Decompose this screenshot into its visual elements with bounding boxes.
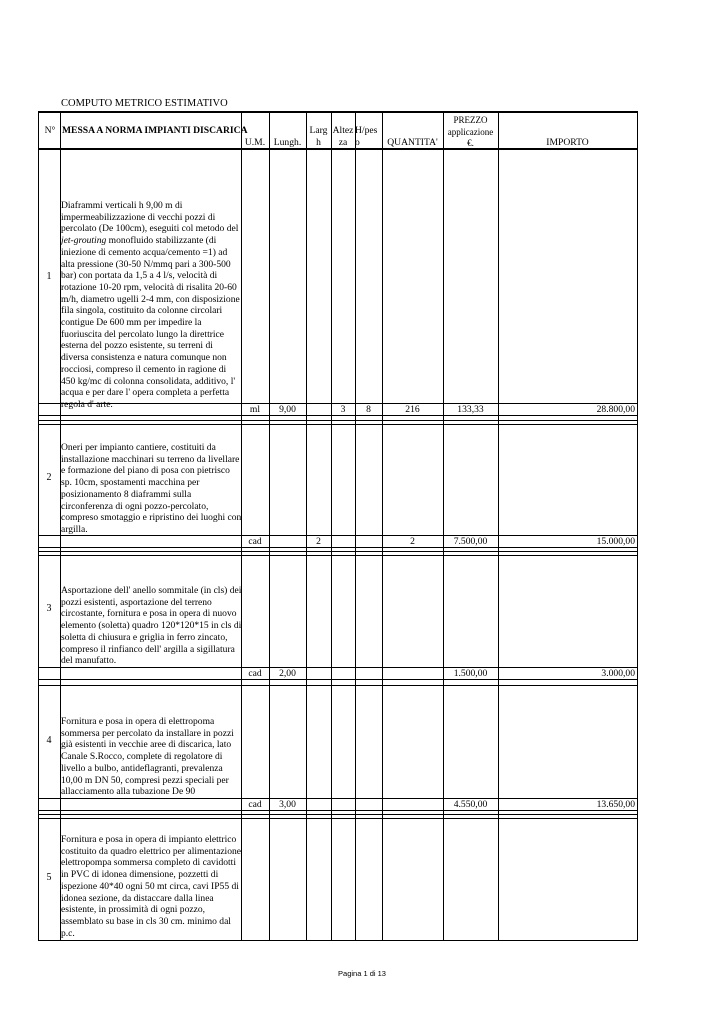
row-border <box>38 940 638 941</box>
header-lungh: Lungh. <box>273 137 302 148</box>
item-prezzo: 1.500,00 <box>453 668 488 679</box>
header-altezza-2: za <box>338 137 348 148</box>
header-prezzo-3: €. <box>467 138 474 148</box>
item-lungh: 9,00 <box>279 404 296 415</box>
item-quantita: 2 <box>410 536 415 547</box>
header-altezza-1: Altez <box>332 125 354 136</box>
col-border <box>38 111 39 941</box>
item-quantita: 216 <box>405 404 420 415</box>
item-description: Fornitura e posa in opera di elettropoma sommersa per percolato da installare in pozzi già esistenti in vecchie aree di discarica, lato Canale S.Rocco, complete di regolatore di livello a bulbo, antideflagranti, prevalenza 10,00 m DN 50, compresi pezzi speciali per allacciamento alla tubazione De 90 <box>61 716 234 798</box>
row-border <box>38 551 638 552</box>
item-description: Oneri per impianto cantiere, costituiti da installazione macchinari su terreno da livellare e formazione del piano di posa con pietrisco sp. 10cm, spostamenti macchina per posizionamento 8 diaframmi sulla circonferenza di ogni pozzo-percolato, compreso smotaggio e ripristino dei luoghi con argilla. <box>61 442 242 535</box>
item-number: 3 <box>46 603 52 614</box>
row-border <box>38 424 638 425</box>
header-section: MESSA A NORMA IMPIANTI DISCARICA <box>62 125 248 136</box>
header-hpeso-1: H/pes <box>355 125 378 136</box>
table-top-border <box>38 111 638 113</box>
header-importo: IMPORTO <box>546 137 589 148</box>
item-hpeso: 8 <box>366 404 371 415</box>
header-prezzo-1: PREZZO <box>453 115 488 125</box>
col-border <box>331 111 332 941</box>
row-border <box>38 685 638 686</box>
header-prezzo-2: applicazione <box>447 127 494 137</box>
item-um: cad <box>248 536 262 547</box>
col-border <box>269 111 270 941</box>
row-border <box>38 814 638 815</box>
col-border <box>382 111 383 941</box>
item-prezzo: 133,33 <box>457 404 484 415</box>
item-number: 4 <box>46 735 52 746</box>
col-border <box>498 111 499 941</box>
col-border <box>637 111 638 941</box>
item-um: cad <box>248 668 262 679</box>
col-border <box>443 111 444 941</box>
row-border <box>38 818 638 819</box>
item-description: Asportazione dell' anello sommitale (in cls) dei pozzi esistenti, asportazione del terreno circostante, fornitura e posa in opera di nuovo elemento (soletta) quadro 120*120*15 in cls di soletta di chiusura e griglia in ferro zincato, compreso il rinfianco dell' argilla a sigillatura del manufatto. <box>61 585 242 667</box>
item-importo: 15.000,00 <box>596 536 635 547</box>
header-largh-2: h <box>316 137 321 148</box>
row-border <box>38 420 638 421</box>
item-number: 1 <box>46 271 52 282</box>
item-description: Fornitura e posa in opera di impianto elettrico costituito da quadro elettrico per alimentazione elettropompa sommersa completo di cavidotti in PVC di idonea dimensione, pozzetti di ispezione 40*40 ogni 50 mt circa, cavi IP55 di idonea sezione, da distaccare dalla linea esistente, in prossimità di ogni pozzo, assemblato su base in cls 30 cm. minimo dal p.c. <box>61 834 241 939</box>
header-n: N° <box>44 125 56 136</box>
item-prezzo: 7.500,00 <box>453 536 488 547</box>
page-footer: Pagina 1 di 13 <box>338 969 386 978</box>
item-um: cad <box>248 799 262 810</box>
description-text: monofluido stabilizzante (di iniezione di cemento acqua/cemento =1) ad alta pressione (30-50 N/mmq pari a 300-500 bar) con portata da 1,5 a 4 l/s, velocità di rotazione 10-20 rpm, velocità di risalita 20-60 m/h, diametro ugelli 2-4 mm, con disposizione fila singola, costituito da colonne circolari contigue De 600 mm per impedire la fuoriuscita del percolato lungo la direttrice esterna del pozzo esistente, su terreni di diversa consistenza e natura comunque non rocciosi, compreso il cemento in ragione di 450 kg/mc di colonna consolidata, additivo, l' acqua e per dare l' opera completa a perfetta regola d' arte. <box>61 235 240 410</box>
description-text: Diaframmi verticali h 9,00 m di impermeabilizzazione di vecchi pozzi di percolato (De 100cm), eseguiti col metodo del <box>61 200 239 235</box>
item-prezzo: 4.550,00 <box>453 799 488 810</box>
row-border <box>38 555 638 556</box>
computo-table <box>38 111 638 941</box>
item-lungh: 2,00 <box>279 668 296 679</box>
item-number: 2 <box>46 472 52 483</box>
item-importo: 13.650,00 <box>596 799 635 810</box>
item-importo: 3.000,00 <box>601 668 635 679</box>
header-um: U.M. <box>244 137 266 148</box>
item-largh: 2 <box>316 536 321 547</box>
item-altezza: 3 <box>340 404 346 415</box>
item-description <box>61 200 242 411</box>
col-border <box>355 111 356 941</box>
item-um: ml <box>249 404 261 415</box>
description-emphasis: jet-grouting <box>61 235 107 247</box>
col-border <box>306 111 307 941</box>
item-lungh: 3,00 <box>279 799 296 810</box>
header-quantita: QUANTITA' <box>387 137 438 148</box>
item-importo: 28.800,00 <box>596 404 635 415</box>
item-number: 5 <box>46 872 52 883</box>
page-title: COMPUTO METRICO ESTIMATIVO <box>61 98 228 109</box>
header-largh-1: Larg <box>309 125 328 136</box>
header-hpeso-2: o <box>355 137 360 148</box>
